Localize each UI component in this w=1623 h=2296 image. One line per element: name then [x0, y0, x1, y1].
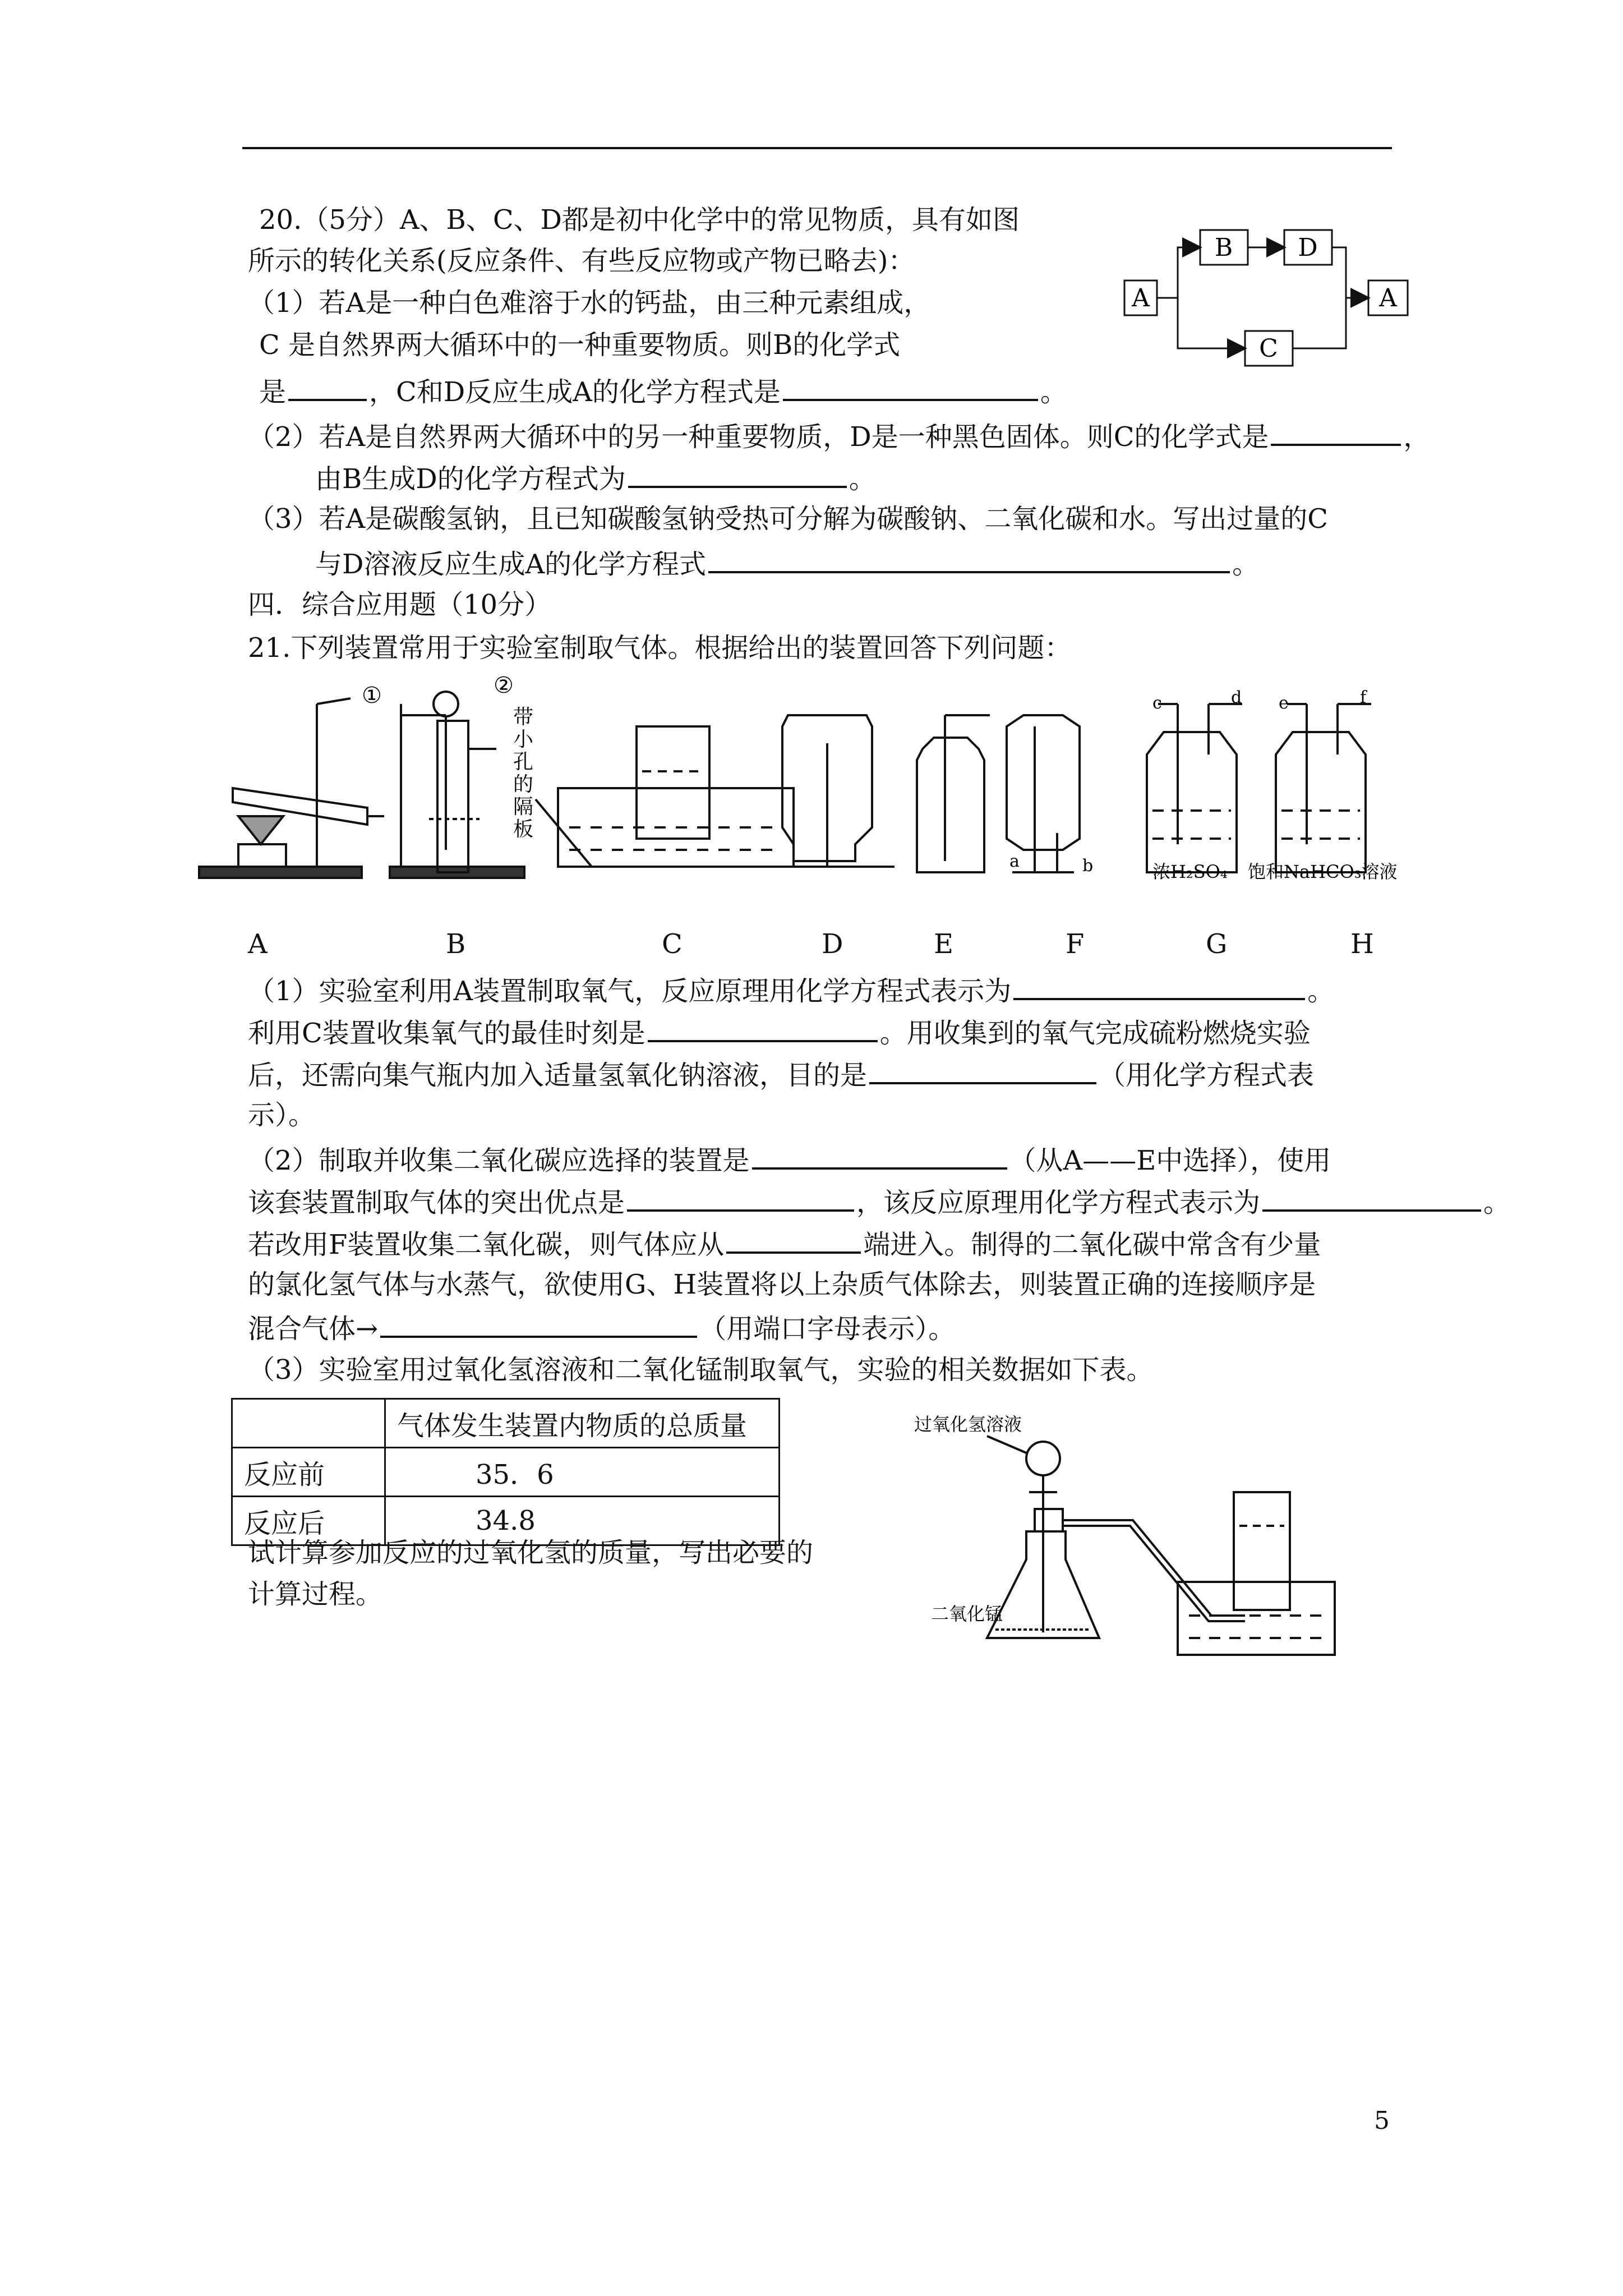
vertical-label-5: 隔 [513, 795, 534, 818]
text-mid: ，该反应原理用化学方程式表示为 [856, 1187, 1261, 1218]
table-header-cell: 气体发生装置内物质的总质量 [385, 1399, 780, 1448]
q21-part1-line4: 示）。 [248, 1099, 316, 1131]
text-end: （用化学方程式表 [1099, 1060, 1315, 1091]
q20-line2: 所示的转化关系(反应条件、有些反应物或产物已略去)： [248, 245, 915, 277]
text-end: 。 [1483, 1187, 1511, 1218]
vertical-label-4: 的 [513, 773, 534, 796]
port-e-label: e [1279, 693, 1289, 713]
q20-part1-line1: （1）若A是一种白色难溶于水的钙盐，由三种元素组成， [248, 287, 931, 319]
text-end: 。用收集到的氧气完成硫粉燃烧实验 [879, 1018, 1311, 1049]
text-prefix: （2）制取并收集二氧化碳应选择的装置是 [248, 1145, 750, 1176]
answer-blank-co2-apparatus[interactable] [752, 1142, 1007, 1170]
port-a-label: a [1009, 852, 1020, 871]
port-d-label: d [1231, 688, 1242, 707]
answer-blank-cd-reaction[interactable] [708, 545, 1230, 573]
port-f-label: f [1360, 688, 1367, 707]
text-prefix: 利用C装置收集氧气的最佳时刻是 [248, 1018, 645, 1049]
q21-header: 21.下列装置常用于实验室制取气体。根据给出的装置回答下列问题： [248, 632, 1072, 664]
answer-blank-collect-time[interactable] [648, 1014, 878, 1042]
h-solution-label: 饱和NaHCO₃溶液 [1248, 861, 1398, 882]
node-a-right-label: A [1379, 284, 1397, 312]
text-prefix: （2）若A是自然界两大循环中的另一种重要物质，D是一种黑色固体。则C的化学式是 [248, 421, 1269, 453]
answer-blank-a-equation[interactable] [1013, 972, 1305, 1000]
table-row-label: 反应前 [232, 1448, 385, 1497]
label-2: ② [494, 673, 514, 698]
answer-blank-naoh-equation[interactable] [869, 1056, 1096, 1084]
q21-part1-line1 [248, 972, 1334, 1008]
header-rule [242, 147, 1392, 149]
q21-calc-line1: 试计算参加反应的过氧化氢的质量，写出必要的 [248, 1537, 814, 1568]
text-prefix: 与D溶液反应生成A的化学方程式 [315, 549, 707, 580]
transformation-diagram [1122, 224, 1430, 370]
vertical-label-2: 小 [513, 728, 534, 751]
q21-calc-line2: 计算过程。 [248, 1579, 383, 1610]
vertical-label-3: 孔 [513, 751, 534, 774]
apparatus-label-d: D [822, 928, 843, 960]
apparatus-label-e: E [934, 928, 954, 960]
answer-blank-b-formula[interactable] [288, 373, 367, 401]
apparatus-label-b: B [446, 928, 466, 960]
text-end: （从A——E中选择），使用 [1009, 1145, 1331, 1176]
text-end: 。 [1232, 549, 1260, 580]
apparatus-label-f: F [1066, 928, 1085, 960]
oxygen-generation-figure [897, 1414, 1346, 1655]
q20-part2-line1 [248, 418, 1430, 454]
text-prefix: （1）实验室利用A装置制取氧气，反应原理用化学方程式表示为 [248, 976, 1012, 1007]
q21-part2-line4: 的氯化氢气体与水蒸气，欲使用G、H装置将以上杂质气体除去，则装置正确的连接顺序是 [248, 1269, 1316, 1300]
vertical-label-1: 带 [513, 706, 534, 729]
text-end: ， [1403, 421, 1431, 453]
text-prefix: 后，还需向集气瓶内加入适量氢氧化钠溶液，目的是 [248, 1060, 868, 1091]
table-row-label: 反应后 [232, 1497, 385, 1545]
text-end: 端进入。制得的二氧化碳中常含有少量 [863, 1229, 1321, 1260]
vertical-label-6: 板 [513, 818, 534, 841]
text-mid: ，C和D反应生成A的化学方程式是 [369, 376, 781, 408]
h2o2-label: 过氧化氢溶液 [914, 1414, 1022, 1435]
answer-blank-c-formula[interactable] [1271, 418, 1401, 446]
q20-part2-line2 [315, 460, 876, 496]
q21-part1-line3 [248, 1056, 1314, 1092]
section-4-heading: 四．综合应用题（10分） [248, 589, 552, 620]
table-corner-cell [232, 1399, 385, 1448]
node-d-label: D [1298, 233, 1318, 262]
node-a-left-label: A [1132, 284, 1150, 312]
q20-part1-line3 [259, 373, 1067, 409]
answer-blank-bd-equation[interactable] [628, 460, 847, 488]
apparatus-label-h: H [1350, 928, 1374, 960]
mno2-label: 二氧化锰 [931, 1603, 1003, 1625]
table-row-value: 34.8 [385, 1497, 780, 1545]
q21-part2-line1 [248, 1142, 1331, 1177]
q20-part3-line2 [315, 545, 1259, 581]
node-c-label: C [1259, 334, 1278, 363]
q21-part2-line5 [248, 1310, 955, 1346]
label-1: ① [362, 683, 382, 708]
node-b-label: B [1214, 233, 1233, 262]
table-row-value: 35．6 [385, 1448, 780, 1497]
text-prefix: 是 [259, 376, 287, 408]
mass-data-table [231, 1398, 780, 1546]
port-b-label: b [1082, 856, 1094, 876]
apparatus-label-c: C [662, 928, 683, 960]
apparatus-label-g: G [1206, 928, 1228, 960]
q20-part1-line2: C 是自然界两大循环中的一种重要物质。则B的化学式 [259, 329, 901, 361]
answer-blank-connection-order[interactable] [380, 1310, 697, 1338]
text-prefix: 若改用F装置收集二氧化碳，则气体应从 [248, 1229, 725, 1260]
g-solution-label: 浓H₂SO₄ [1152, 861, 1228, 882]
q21-part2-line2 [248, 1184, 1510, 1220]
page-number: 5 [1374, 2106, 1390, 2135]
text-end: （用端口字母表示）。 [699, 1313, 956, 1345]
apparatus-label-a: A [248, 928, 268, 960]
text-end: 。 [1040, 376, 1067, 408]
apparatus-a-base [199, 867, 362, 878]
table-header-row [232, 1399, 780, 1448]
answer-blank-co2-equation[interactable] [1262, 1184, 1481, 1212]
apparatus-illustration [199, 673, 1455, 884]
answer-blank-advantage[interactable] [627, 1184, 854, 1212]
q21-part1-line2 [248, 1014, 1311, 1050]
q21-part3-intro: （3）实验室用过氧化氢溶液和二氧化锰制取氧气，实验的相关数据如下表。 [248, 1354, 1154, 1386]
text-prefix: 由B生成D的化学方程式为 [315, 463, 626, 495]
q20-header: 20.（5分）A、B、C、D都是初中化学中的常见物质，具有如图 [259, 204, 1020, 236]
port-c-label: c [1152, 693, 1162, 713]
text-end: 。 [1307, 976, 1335, 1007]
text-prefix: 混合气体→ [248, 1313, 379, 1345]
answer-blank-cd-equation[interactable] [783, 373, 1038, 401]
text-end: 。 [849, 463, 876, 495]
table-row [232, 1448, 780, 1497]
q21-part2-line3 [248, 1226, 1321, 1262]
text-prefix: 该套装置制取气体的突出优点是 [248, 1187, 625, 1218]
answer-blank-f-port[interactable] [726, 1226, 861, 1254]
q20-part3-line1: （3）若A是碳酸氢钠，且已知碳酸氢钠受热可分解为碳酸钠、二氧化碳和水。写出过量的C [248, 503, 1328, 535]
